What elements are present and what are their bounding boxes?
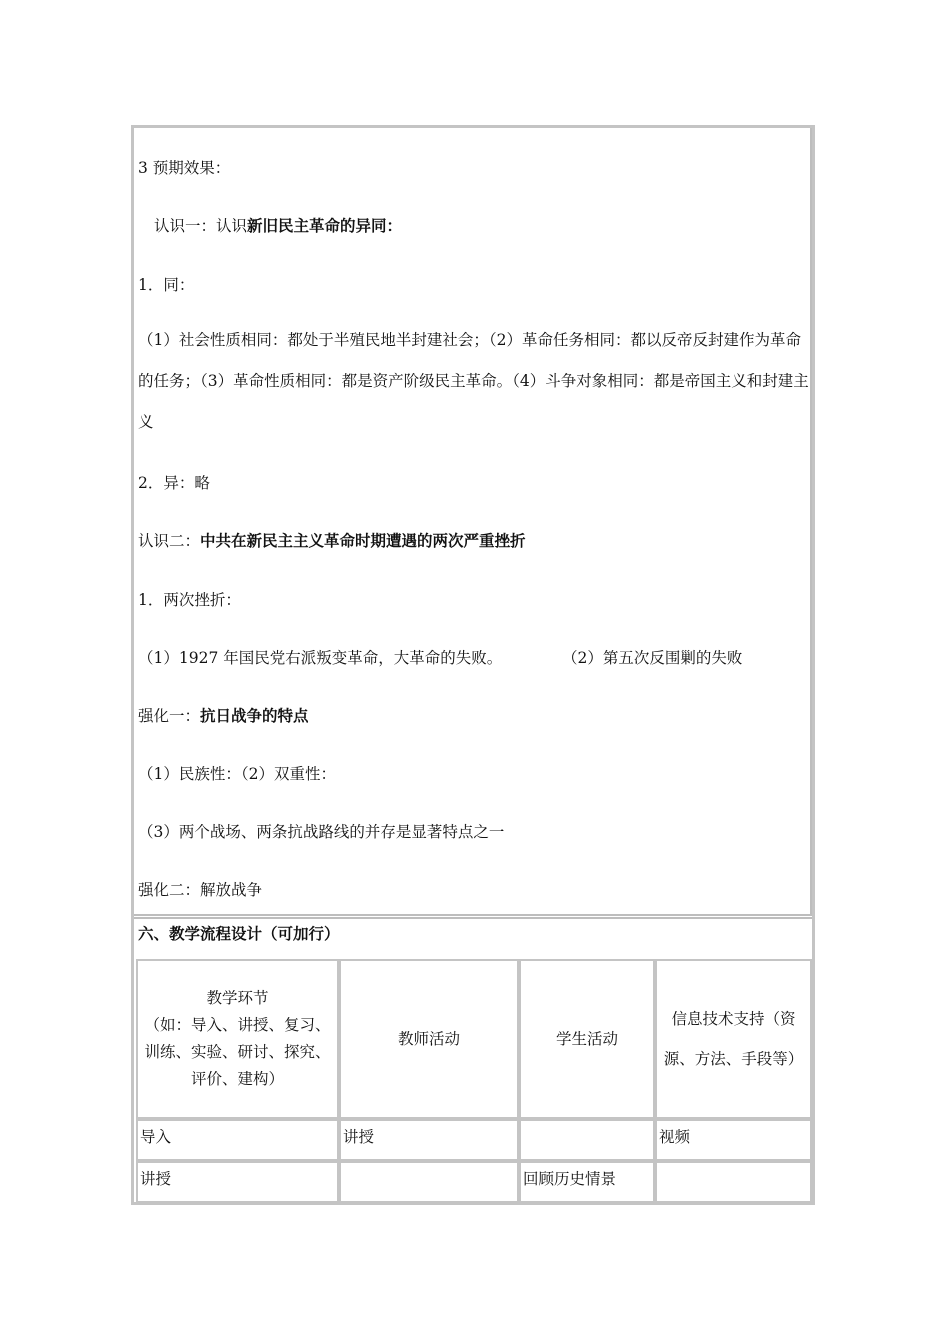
header-stage-line2: （如：导入、讲授、复习、 [144, 1016, 331, 1034]
recognition-two-prefix: 认识二： [138, 532, 201, 550]
header-teacher-label: 教师活动 [397, 1029, 460, 1048]
recognition-two [138, 531, 526, 551]
header-stage-line3: 训练、实验、研讨、探究、 [144, 1043, 331, 1061]
expected-effects-section [134, 128, 812, 916]
strengthen-one-item3: （3）两个战场、两条抗战路线的并存是显著特点之一 [138, 823, 505, 841]
header-stage [136, 959, 339, 1119]
diff-label: 2．异：略 [138, 474, 210, 492]
recognition-one-prefix: 认识一：认识 [154, 217, 248, 235]
header-student [519, 959, 655, 1119]
row1-teacher [339, 1119, 519, 1161]
row2-tech [655, 1161, 812, 1203]
section-divider-inner [134, 917, 812, 919]
strengthen-one-prefix: 强化一： [138, 707, 201, 725]
expected-heading: 3 预期效果： [138, 159, 231, 177]
row1-teacher-text: 讲授 [343, 1128, 375, 1146]
row1-tech [655, 1119, 812, 1161]
strengthen-one-topic: 抗日战争的特点 [200, 706, 309, 725]
strengthen-one [138, 706, 309, 726]
header-tech [655, 959, 812, 1119]
strengthen-two: 强化二：解放战争 [138, 881, 263, 899]
row1-tech-text: 视频 [659, 1128, 691, 1146]
header-tech-line1: 信息技术支持（资 [671, 1010, 796, 1028]
row2-student [519, 1161, 655, 1203]
row1-stage-text: 导入 [140, 1128, 172, 1146]
row2-student-text: 回顾历史情景 [523, 1170, 617, 1188]
recognition-two-topic: 中共在新民主主义革命时期遭遇的两次严重挫折 [200, 531, 526, 550]
flow-section-title: 六、教学流程设计（可加行） [138, 924, 340, 943]
header-stage-line4: 评价、建构） [190, 1070, 284, 1088]
header-student-label: 学生活动 [555, 1029, 618, 1048]
row2-stage [136, 1161, 339, 1203]
setback-two: （2）第五次反围剿的失败 [562, 649, 743, 667]
row1-student [519, 1119, 655, 1161]
recognition-one-topic: 新旧民主革命的异同： [247, 216, 403, 235]
setback-label: 1．两次挫折： [138, 591, 241, 609]
lesson-plan-table [131, 125, 815, 1205]
strengthen-one-items: （1）民族性：（2）双重性： [138, 765, 336, 783]
section-divider [134, 914, 812, 916]
header-stage-line1: 教学环节 [206, 989, 269, 1007]
row2-stage-text: 讲授 [140, 1170, 172, 1188]
same-details: （1）社会性质相同：都处于半殖民地半封建社会；（2）革命任务相同：都以反帝反封建作为革命的任务；（3）革命性质相同：都是资产阶级民主革命。（4）斗争对象相同：都是帝国主义和封建主义 [138, 331, 809, 431]
row1-stage [136, 1119, 339, 1161]
setback-one: （1）1927 年国民党右派叛变革命，大革命的失败。 [138, 649, 503, 667]
header-tech-line2: 源、方法、手段等） [663, 1050, 804, 1068]
header-teacher [339, 959, 519, 1119]
row2-teacher [339, 1161, 519, 1203]
same-label: 1．同： [138, 276, 195, 294]
recognition-one [154, 216, 402, 236]
